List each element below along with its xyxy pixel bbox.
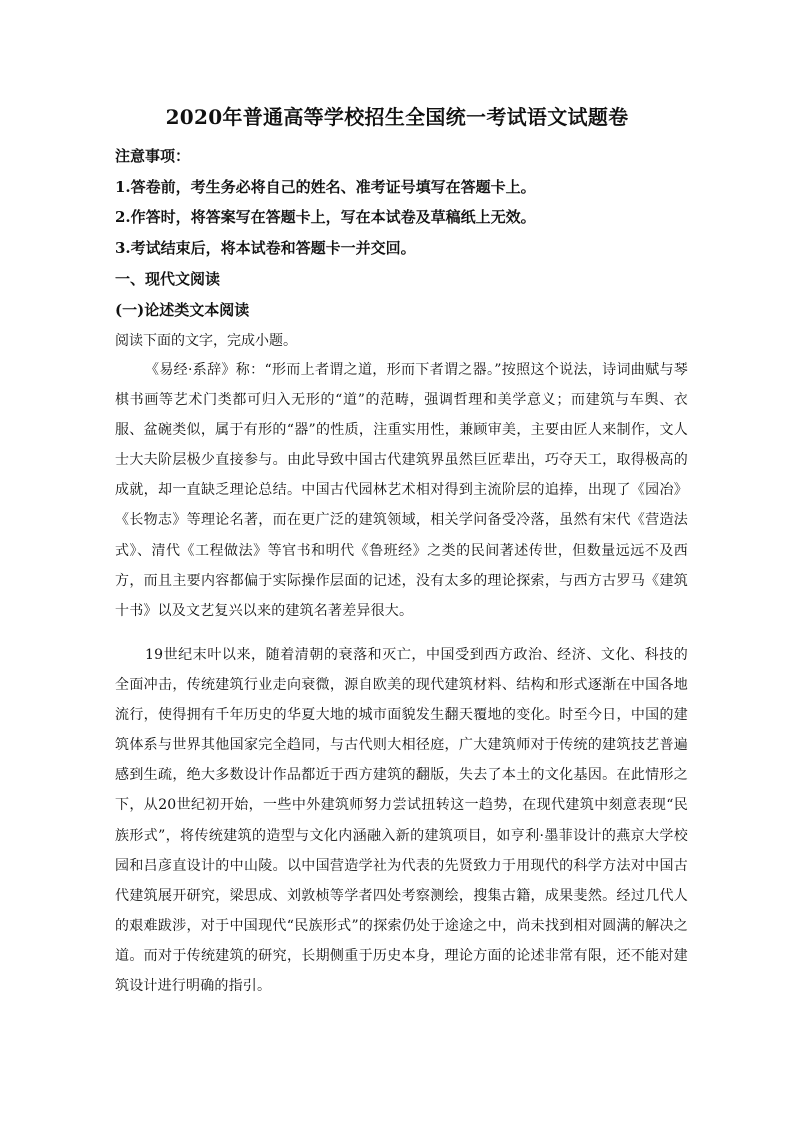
reading-instruction: 阅读下面的文字，完成小题。 — [115, 333, 297, 349]
notice-item-1: 1.答卷前，考生务必将自己的姓名、准考证号填写在答题卡上。 — [115, 178, 536, 196]
subsection-heading: (一)论述类文本阅读 — [115, 301, 250, 319]
section-heading: 一、现代文阅读 — [115, 270, 221, 288]
passage-paragraph-2: 19世纪末叶以来，随着清朝的衰落和灭亡，中国受到西方政治、经济、文化、科技的全面冲击，传统建筑行业走向衰微，源自欧美的现代建筑材料、结构和形式逐渐在中国各地流行，使得拥有千年历史的华夏大地的城市面貌发生翻天覆地的变化。时至今日，中国的建筑体系与世界其他国家完全趋同，与古代则大相径庭，广大建筑师对于传统的建筑技艺普遍感到生疏，绝大多数设计作品都近于西方建筑的翻版，失去了本土的文化基因。在此情形之下，从20世纪初开始，一些中外建筑师努力尝试扭转这一趋势，在现代建筑中刻意表现“民族形式”，将传统建筑的造型与文化内涵融入新的建筑项目，如亨利·墨菲设计的燕京大学校园和吕彦直设计的中山陵。以中国营造学社为代表的先贤致力于用现代的科学方法对中国古代建筑展开研究，梁思成、刘敦桢等学者四处考察测绘，搜集古籍，成果斐然。经过几代人的艰难跋涉，对于中国现代“民族形式”的探索仍处于途途之中，尚未找到相对圆满的解决之道。而对于传统建筑的研究，长期侧重于历史本身，理论方面的论述非常有限，还不能对建筑设计进行明确的指引。 — [115, 647, 688, 995]
notice-item-3: 3.考试结束后，将本试卷和答题卡一并交回。 — [115, 239, 416, 257]
notice-item-2: 2.作答时，将答案写在答题卡上，写在本试卷及草稿纸上无效。 — [115, 208, 536, 226]
notice-heading: 注意事项： — [115, 147, 191, 165]
exam-title: 2020年普通高等学校招生全国统一考试语文试题卷 — [165, 105, 629, 129]
passage-paragraph-1: 《易经·系辞》称：“形而上者谓之道，形而下者谓之器。”按照这个说法，诗词曲赋与琴棋书画等艺术门类都可归入无形的“道”的范畴，强调哲理和美学意义；而建筑与车舆、衣服、盆碗类似，属于有形的“器”的性质，注重实用性，兼顾审美，主要由匠人来制作，文人士大夫阶层极少直接参与。由此导致中国古代建筑界虽然巨匠辈出，巧夺天工，取得极高的成就，却一直缺乏理论总结。中国古代园林艺术相对得到主流阶层的追捧，出现了《园冶》《长物志》等理论名著，而在更广泛的建筑领域，相关学问备受冷落，虽然有宋代《营造法式》、清代《工程做法》等官书和明代《鲁班经》之类的民间著述传世，但数量远远不及西方，而且主要内容都偏于实际操作层面的记述，没有太多的理论探索，与西方古罗马《建筑十书》以及文艺复兴以来的建筑名著差异很大。 — [115, 362, 688, 619]
